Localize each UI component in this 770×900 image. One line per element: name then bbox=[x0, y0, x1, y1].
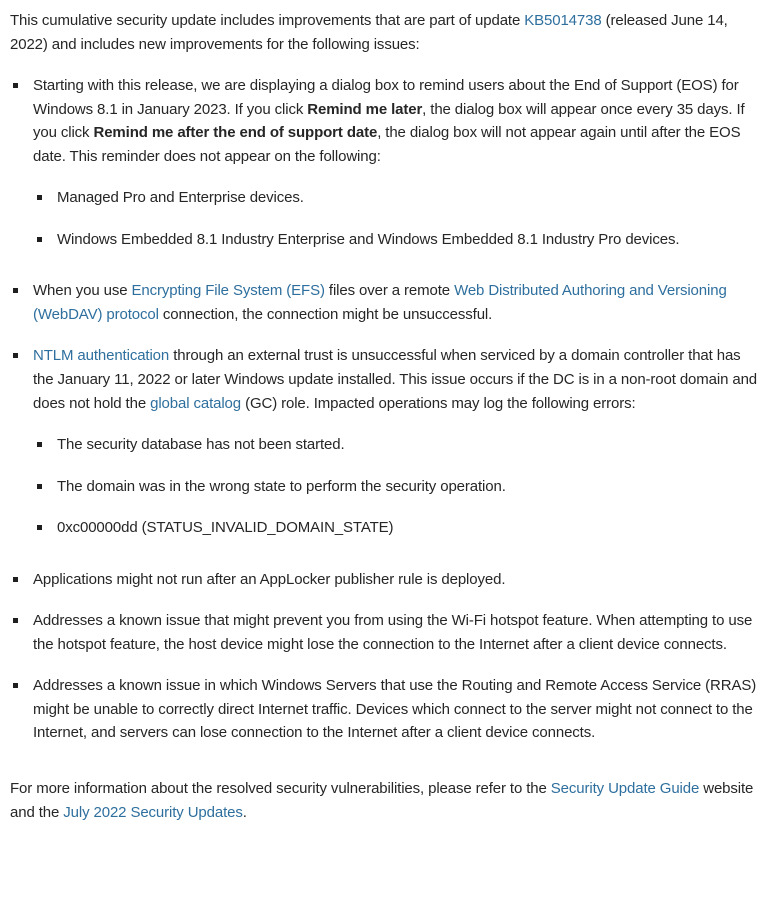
bullet-square-icon bbox=[13, 353, 18, 358]
issue-text bbox=[57, 186, 760, 210]
bold-text-run: Remind me later bbox=[307, 100, 423, 118]
text-run: through an external trust is unsuccessful when serviced by a domain controller that has the January 11, 2022 or later Windows update installed. This issue occurs if the DC is in a non-root domain and does not hold the bbox=[33, 347, 758, 412]
issue-text bbox=[57, 433, 760, 457]
sub-issues-list bbox=[33, 433, 760, 540]
issue-text bbox=[33, 74, 760, 261]
july-2022-security-updates-link[interactable]: July 2022 Security Updates bbox=[63, 803, 243, 821]
text-run: Applications might not run after an AppLocker publisher rule is deployed. bbox=[33, 570, 506, 588]
sub-issue-item bbox=[33, 228, 760, 252]
bullet-square-icon bbox=[13, 683, 18, 688]
bullet-square-icon bbox=[13, 83, 18, 88]
text-run: Addresses a known issue that might prevent you from using the Wi-Fi hotspot feature. When attempting to use the hotspot feature, the host device might lose the connection to the Internet after a client device connects. bbox=[33, 612, 753, 653]
intro-paragraph bbox=[10, 9, 760, 56]
bullet-square-icon bbox=[13, 618, 18, 623]
ntlm-authentication-link[interactable]: NTLM authentication bbox=[33, 347, 170, 365]
bullet-square-icon bbox=[37, 442, 42, 447]
sub-issue-item bbox=[33, 516, 760, 540]
issue-item bbox=[10, 344, 760, 549]
issue-text bbox=[33, 279, 760, 326]
efs-link[interactable]: Encrypting File System (EFS) bbox=[131, 282, 325, 300]
text-run: website and the bbox=[10, 780, 754, 821]
kb5014738-link[interactable]: KB5014738 bbox=[524, 12, 602, 29]
sub-issue-item bbox=[33, 186, 760, 210]
issue-text bbox=[33, 344, 760, 549]
issue-text bbox=[57, 228, 760, 252]
issue-item bbox=[10, 568, 760, 592]
text-run: Windows Embedded 8.1 Industry Enterprise and Windows Embedded 8.1 Industry Pro devices. bbox=[57, 230, 680, 248]
bullet-square-icon bbox=[37, 525, 42, 530]
sub-issue-item bbox=[33, 433, 760, 457]
text-run: . bbox=[242, 803, 247, 821]
security-update-guide-link[interactable]: Security Update Guide bbox=[550, 780, 700, 798]
issue-text bbox=[33, 568, 760, 592]
bullet-square-icon bbox=[13, 577, 18, 582]
text-run: connection, the connection might be unsuccessful. bbox=[158, 305, 493, 323]
bullet-square-icon bbox=[37, 484, 42, 489]
text-run: , the dialog box will not appear again until after the EOS date. This reminder does not appear on the following: bbox=[33, 124, 741, 165]
text-run: Addresses a known issue in which Windows Servers that use the Routing and Remote Access Service (RRAS) might be unable to correctly direct Internet traffic. Devices which connect to the server might not connect to the Internet, and servers can lose connection to the Internet after a client device connects. bbox=[33, 677, 757, 742]
sub-issues-list bbox=[33, 186, 760, 251]
bullet-square-icon bbox=[37, 237, 42, 242]
text-run: The domain was in the wrong state to perform the security operation. bbox=[57, 477, 506, 495]
text-run: (GC) role. Impacted operations may log the following errors: bbox=[241, 394, 636, 412]
text-run: The security database has not been started. bbox=[57, 436, 345, 454]
issue-text bbox=[57, 516, 760, 540]
text-run: For more information about the resolved security vulnerabilities, please refer to the bbox=[10, 780, 551, 798]
text-run: files over a remote bbox=[324, 282, 455, 300]
issues-list bbox=[10, 74, 760, 745]
issue-item bbox=[10, 609, 760, 656]
issue-item bbox=[10, 279, 760, 326]
text-run: This cumulative security update includes improvements that are part of update bbox=[10, 12, 525, 29]
sub-issue-item bbox=[33, 475, 760, 499]
text-run: 0xc00000dd (STATUS_INVALID_DOMAIN_STATE) bbox=[57, 519, 394, 537]
issue-text bbox=[33, 609, 760, 656]
issue-text bbox=[33, 674, 760, 745]
issue-text bbox=[57, 475, 760, 499]
webdav-protocol-link[interactable]: Web Distributed Authoring and Versioning (WebDAV) protocol bbox=[33, 282, 727, 323]
bullet-square-icon bbox=[13, 288, 18, 293]
issue-item bbox=[10, 674, 760, 745]
text-run: When you use bbox=[33, 282, 132, 300]
bold-text-run: Remind me after the end of support date bbox=[93, 124, 378, 142]
text-run: , the dialog box will appear once every 35 days. If you click bbox=[33, 100, 745, 142]
global-catalog-link[interactable]: global catalog bbox=[150, 394, 242, 412]
text-run: (released June 14, 2022) and includes new improvements for the following issues: bbox=[10, 12, 728, 53]
text-run: Starting with this release, we are displaying a dialog box to remind users about the End of Support (EOS) for Windows 8.1 in January 2023. If you click bbox=[33, 77, 739, 118]
footer-paragraph bbox=[10, 777, 760, 824]
text-run: Managed Pro and Enterprise devices. bbox=[57, 189, 304, 207]
bullet-square-icon bbox=[37, 195, 42, 200]
issue-item bbox=[10, 74, 760, 261]
